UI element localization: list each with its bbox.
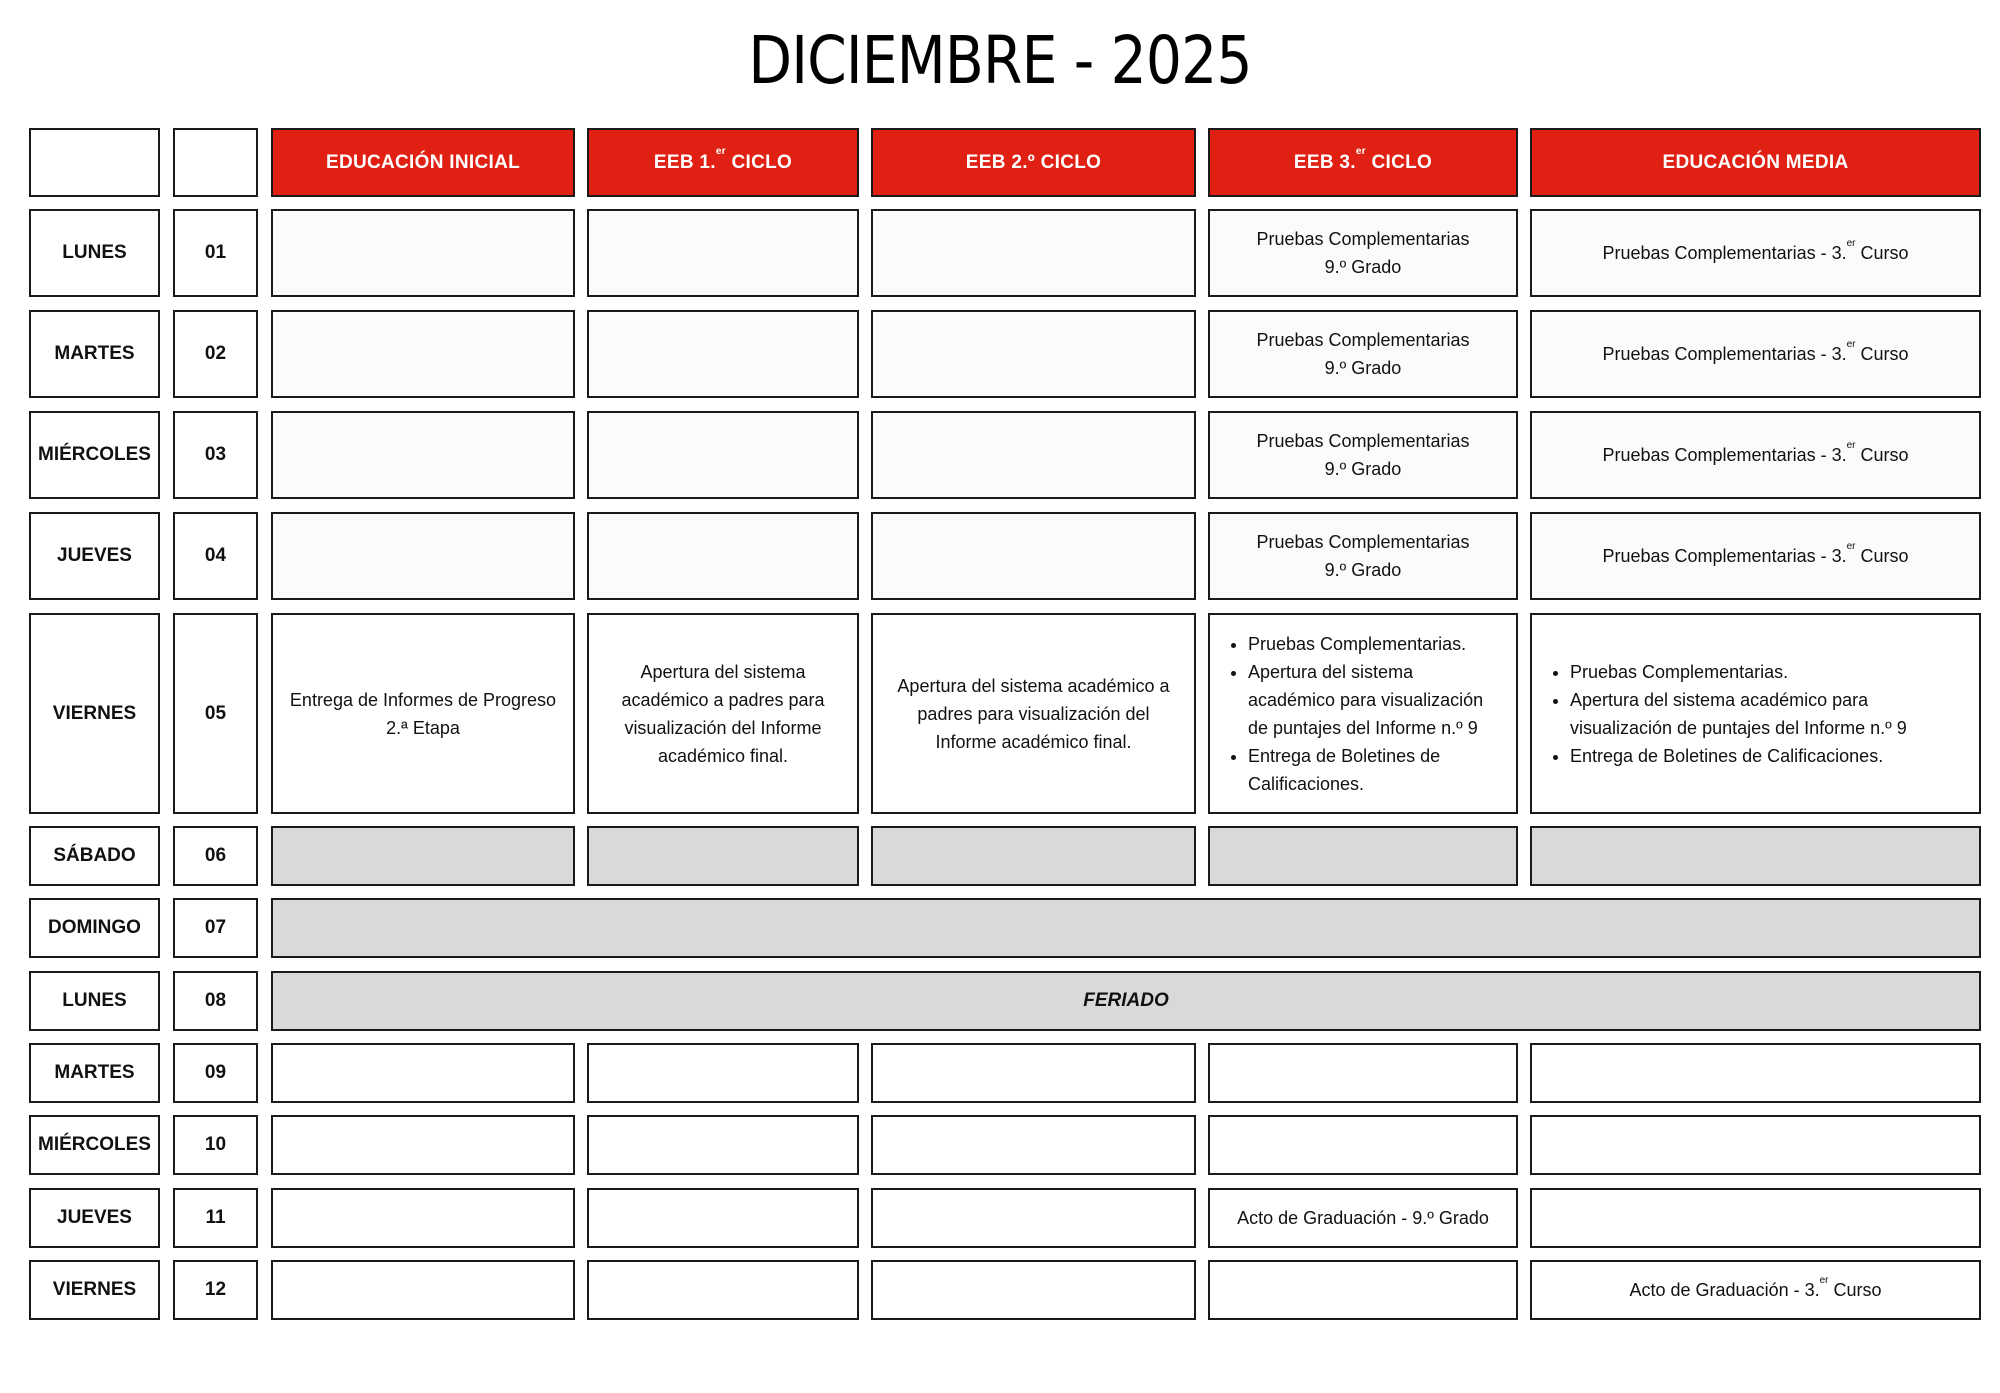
schedule-cell (587, 512, 859, 600)
date-number: 08 (204, 990, 227, 1011)
column-header-label (1293, 146, 1433, 177)
cell-text: Apertura del sistema académico a padres para visualización del Informe académico final. (897, 675, 1170, 752)
cell-text: Pruebas Complementarias - 3.$^{er}$ Curso (1602, 440, 1909, 465)
day-name: MIÉRCOLES (38, 444, 151, 465)
column-header-text: CICLO (1365, 151, 1433, 173)
page-title: DICIEMBRE - 2025 (748, 22, 1252, 99)
schedule-cell (1530, 310, 1981, 398)
day-name: JUEVES (57, 545, 132, 566)
date-number-cell (173, 1188, 258, 1248)
schedule-cell (871, 1188, 1196, 1248)
column-header-text: EDUCACIÓN MEDIA (1662, 151, 1849, 173)
day-name-cell (29, 1115, 160, 1175)
schedule-cell (587, 1115, 859, 1175)
schedule-cell (587, 1043, 859, 1103)
date-number: 11 (205, 1207, 226, 1228)
schedule-cell (871, 512, 1196, 600)
column-header-text: EEB 2.º CICLO (965, 151, 1102, 173)
column-header-label (1662, 149, 1848, 177)
schedule-cell (271, 1260, 575, 1320)
day-name: MARTES (54, 343, 135, 364)
schedule-cell (587, 209, 859, 297)
column-header-label (653, 146, 793, 177)
date-number-cell (173, 898, 258, 958)
schedule-cell (587, 411, 859, 499)
date-number-cell (173, 1260, 258, 1320)
date-number-cell (173, 613, 258, 814)
cell-text: Pruebas Complementarias 9.º Grado (1256, 532, 1470, 580)
holiday-label: FERIADO (1083, 990, 1169, 1011)
superscript: er (1846, 541, 1856, 552)
schedule-cell (587, 1260, 859, 1320)
schedule-cell (587, 613, 859, 814)
schedule-cell (871, 209, 1196, 297)
schedule-cell (1208, 1043, 1518, 1103)
date-number: 09 (204, 1062, 227, 1083)
day-name: VIERNES (52, 1279, 137, 1300)
date-number: 10 (204, 1134, 227, 1155)
schedule-cell (1530, 411, 1981, 499)
date-number-cell (173, 209, 258, 297)
day-name-cell (29, 209, 160, 297)
header-date-cell (173, 128, 258, 197)
day-name: VIERNES (52, 702, 137, 724)
cell-text: Entrega de Informes de Progreso 2.ª Etapa (289, 689, 557, 738)
column-header-superscript: er (1355, 146, 1366, 158)
day-name: MARTES (54, 1062, 135, 1083)
date-number-cell (173, 1043, 258, 1103)
column-header-text: CICLO (725, 151, 793, 173)
schedule-cell (1530, 613, 1981, 814)
schedule-cell (1530, 1043, 1981, 1103)
cell-text: Pruebas Complementarias - 3.$^{er}$ Curso (1602, 339, 1909, 364)
date-number-cell (173, 971, 258, 1031)
cell-text: Pruebas Complementarias - 3.$^{er}$ Curso (1602, 238, 1909, 263)
schedule-cell (1208, 411, 1518, 499)
cell-text: Apertura del sistema académico a padres para visualización del Informe académico final. (621, 661, 825, 766)
merged-holiday-cell (271, 898, 1981, 958)
schedule-cell (1530, 1115, 1981, 1175)
date-number: 03 (204, 444, 227, 465)
schedule-cell (871, 411, 1196, 499)
schedule-cell (271, 613, 575, 814)
schedule-cell (271, 826, 575, 886)
day-name-cell (29, 826, 160, 886)
schedule-cell (1530, 209, 1981, 297)
column-header-text: EEB 1. (653, 151, 716, 173)
column-header-text: EDUCACIÓN INICIAL (325, 151, 521, 173)
event-list-item: • Pruebas Complementarias. (1570, 658, 1967, 686)
schedule-cell (271, 209, 575, 297)
day-name: MIÉRCOLES (38, 1134, 151, 1155)
day-name-cell (29, 898, 160, 958)
superscript: er (1819, 1275, 1829, 1286)
schedule-cell (1208, 512, 1518, 600)
column-header-label (326, 149, 520, 177)
date-number-cell (173, 1115, 258, 1175)
cell-text: Acto de Graduación - 9.º Grado (1237, 1208, 1489, 1228)
schedule-cell (1208, 1260, 1518, 1320)
schedule-cell (1208, 310, 1518, 398)
day-name-cell (29, 310, 160, 398)
column-header (871, 128, 1196, 197)
date-number: 02 (204, 343, 227, 364)
schedule-cell (271, 1188, 575, 1248)
column-header (587, 128, 859, 197)
column-header-label (966, 149, 1101, 177)
day-name-cell (29, 512, 160, 600)
event-list (1548, 658, 1967, 770)
schedule-cell (1208, 209, 1518, 297)
schedule-cell (271, 512, 575, 600)
column-header-text: EEB 3. (1293, 151, 1356, 173)
schedule-cell (1208, 613, 1518, 814)
event-list-item: • Entrega de Boletines de Calificaciones. (1248, 742, 1504, 798)
column-header (1208, 128, 1518, 197)
event-list-item: • Entrega de Boletines de Calificaciones. (1570, 742, 1967, 770)
date-number-cell (173, 411, 258, 499)
date-number: 07 (204, 917, 227, 938)
merged-holiday-cell (271, 971, 1981, 1031)
date-number: 06 (204, 845, 227, 866)
schedule-cell (871, 1115, 1196, 1175)
day-name-cell (29, 1043, 160, 1103)
day-name: JUEVES (57, 1207, 132, 1228)
cell-text: Acto de Graduación - 3.$^{er}$ Curso (1629, 1275, 1882, 1300)
date-number: 12 (204, 1279, 227, 1300)
column-header-superscript: er (715, 146, 726, 158)
day-name-cell (29, 971, 160, 1031)
schedule-cell (1208, 1115, 1518, 1175)
schedule-cell (587, 1188, 859, 1248)
day-name-cell (29, 1188, 160, 1248)
superscript: er (1846, 440, 1856, 451)
day-name-cell (29, 1260, 160, 1320)
schedule-cell (871, 310, 1196, 398)
date-number: 04 (204, 545, 227, 566)
schedule-cell (871, 826, 1196, 886)
superscript: er (1846, 339, 1856, 350)
schedule-cell (871, 613, 1196, 814)
schedule-cell (1208, 826, 1518, 886)
date-number-cell (173, 512, 258, 600)
schedule-cell (587, 826, 859, 886)
schedule-cell (1530, 826, 1981, 886)
cell-text: Pruebas Complementarias 9.º Grado (1256, 229, 1470, 277)
day-name-cell (29, 613, 160, 814)
schedule-cell (1530, 512, 1981, 600)
schedule-cell (271, 310, 575, 398)
day-name: DOMINGO (48, 917, 141, 938)
schedule-cell (1530, 1260, 1981, 1320)
schedule-cell (871, 1043, 1196, 1103)
column-header (1530, 128, 1981, 197)
schedule-cell (871, 1260, 1196, 1320)
header-corner-cell (29, 128, 160, 197)
event-list-item: • Apertura del sistema académico para visualización de puntajes del Informe n.º 9 (1570, 686, 1967, 742)
date-number-cell (173, 826, 258, 886)
day-name-cell (29, 411, 160, 499)
column-header (271, 128, 575, 197)
event-list-item: • Pruebas Complementarias. (1248, 630, 1504, 658)
day-name: LUNES (62, 990, 127, 1011)
event-list-item: • Apertura del sistema académico para visualización de puntajes del Informe n.º 9 (1248, 658, 1504, 742)
schedule-cell (271, 1115, 575, 1175)
schedule-cell (1530, 1188, 1981, 1248)
cell-text: Pruebas Complementarias 9.º Grado (1256, 330, 1470, 378)
cell-text: Pruebas Complementarias 9.º Grado (1256, 431, 1470, 479)
schedule-cell (271, 1043, 575, 1103)
schedule-cell (1208, 1188, 1518, 1248)
date-number: 05 (204, 702, 227, 724)
date-number-cell (173, 310, 258, 398)
cell-text: Pruebas Complementarias - 3.$^{er}$ Curso (1602, 541, 1909, 566)
schedule-cell (271, 411, 575, 499)
day-name: SÁBADO (53, 845, 136, 866)
event-list (1226, 630, 1504, 798)
day-name: LUNES (62, 242, 127, 263)
schedule-cell (587, 310, 859, 398)
superscript: er (1846, 238, 1856, 249)
date-number: 01 (204, 242, 227, 263)
